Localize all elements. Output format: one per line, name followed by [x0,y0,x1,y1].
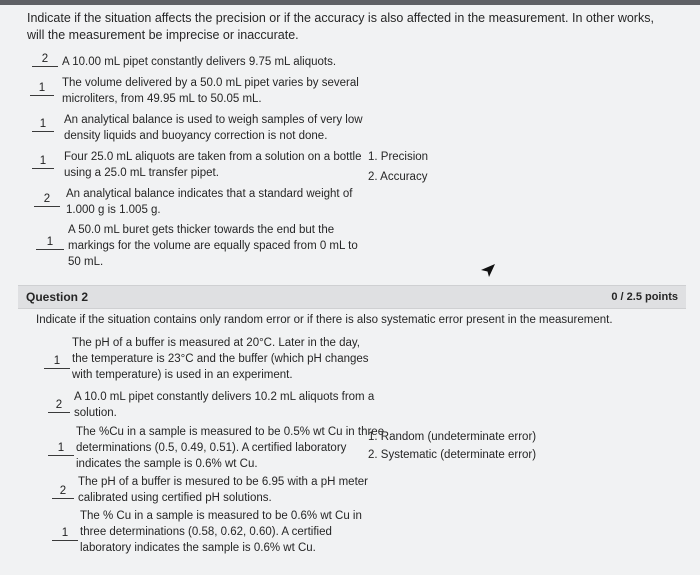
q2-item-5-line-3: laboratory indicates the sample is 0.6% wt Cu. [80,542,316,554]
question-2-title: Question 2 [26,290,89,304]
q1-item-3-line-1: An analytical balance is used to weigh samples of very low [64,114,363,126]
q2-item-2 [74,389,374,421]
answer-select-q2-4[interactable]: 2 [52,484,74,499]
answer-select-q2-3[interactable]: 1 [48,441,74,456]
q2-item-3-line-1: The %Cu in a sample is measured to be 0.5% wt Cu in three [76,426,385,438]
answer-select-q2-2[interactable]: 2 [48,398,70,413]
answer-select-q1-5[interactable]: 2 [34,192,60,207]
q2-item-1-line-2: the temperature is 23°C and the buffer (which pH changes [72,353,369,365]
q1-item-6 [68,222,358,270]
question-2-header [18,285,686,309]
q1-item-5-line-2: 1.000 g is 1.005 g. [66,204,161,216]
q1-item-2-line-1: The volume delivered by a 50.0 mL pipet varies by several [62,77,359,89]
question-1-text: Indicate if the situation affects the precision or if the accuracy is also affected in the measurement. In other works, will the measurement be imprecise or inaccurate. [27,11,654,42]
top-window-strip [0,0,700,5]
q1-choice-accuracy: 2. Accuracy [368,171,428,183]
q2-item-1 [72,335,369,383]
q2-item-5-line-2: three determinations (0.58, 0.62, 0.60). A certified [80,526,332,538]
q2-item-2-line-1: A 10.0 mL pipet constantly delivers 10.2 mL aliquots from a [74,391,375,403]
q2-item-1-line-3: with temperature) is used in an experiment. [72,369,293,381]
q1-item-4-line-2: using a 25.0 mL transfer pipet. [64,167,219,179]
answer-select-q1-6[interactable]: 1 [36,235,64,250]
q1-item-4 [64,149,361,181]
q1-item-3 [64,112,363,144]
answer-select-q2-5[interactable]: 1 [52,526,78,541]
question-2-points: 0 / 2.5 points [611,291,678,303]
answer-select-q1-1[interactable]: 2 [32,52,58,67]
q2-item-1-line-1: The pH of a buffer is measured at 20°C. Later in the day, [72,337,360,349]
answer-select-q2-1[interactable]: 1 [44,354,70,369]
q2-item-2-line-2: solution. [74,407,117,419]
q2-item-4 [78,474,368,506]
q1-item-6-line-3: 50 mL. [68,256,104,268]
q2-item-4-line-2: calibrated using certified pH solutions. [78,492,272,504]
q1-item-5-line-1: An analytical balance indicates that a standard weight of [66,188,353,200]
q2-choice-systematic: 2. Systematic (determinate error) [368,449,537,461]
q2-item-5 [80,508,362,556]
q1-item-3-line-2: density liquids and buoyancy correction is not done. [64,130,328,142]
q1-item-6-line-2: markings for the volume are equally spaced from 0 mL to [68,240,358,252]
answer-select-q1-4[interactable]: 1 [32,154,54,169]
mouse-cursor-icon [480,262,496,278]
answer-select-q1-2[interactable]: 1 [30,81,54,96]
q1-item-6-line-1: A 50.0 mL buret gets thicker towards the end but the [68,224,335,236]
q2-choice-random: 1. Random (undeterminate error) [368,431,537,443]
q2-item-3 [76,424,384,472]
question-2-text: Indicate if the situation contains only random error or if there is also systematic error present in the measurement. [36,314,613,326]
q2-item-5-line-1: The % Cu in a sample is measured to be 0.6% wt Cu in [80,510,362,522]
q1-item-5 [66,186,352,218]
q2-item-3-line-2: determinations (0.5, 0.49, 0.51). A certified laboratory [76,442,347,454]
answer-select-q1-3[interactable]: 1 [32,117,54,132]
q2-item-4-line-1: The pH of a buffer is mesured to be 6.95 with a pH meter [78,476,368,488]
q1-item-1 [62,54,336,70]
q2-item-3-line-3: indicates the sample is 0.6% wt Cu. [76,458,258,470]
q1-choice-precision: 1. Precision [368,151,429,163]
q1-item-1-line-1: A 10.00 mL pipet constantly delivers 9.75 mL aliquots. [62,56,337,68]
q1-item-2 [62,75,359,107]
q1-item-2-line-2: microliters, from 49.95 mL to 50.05 mL. [62,93,262,105]
q1-item-4-line-1: Four 25.0 mL aliquots are taken from a solution on a bottle [64,151,362,163]
